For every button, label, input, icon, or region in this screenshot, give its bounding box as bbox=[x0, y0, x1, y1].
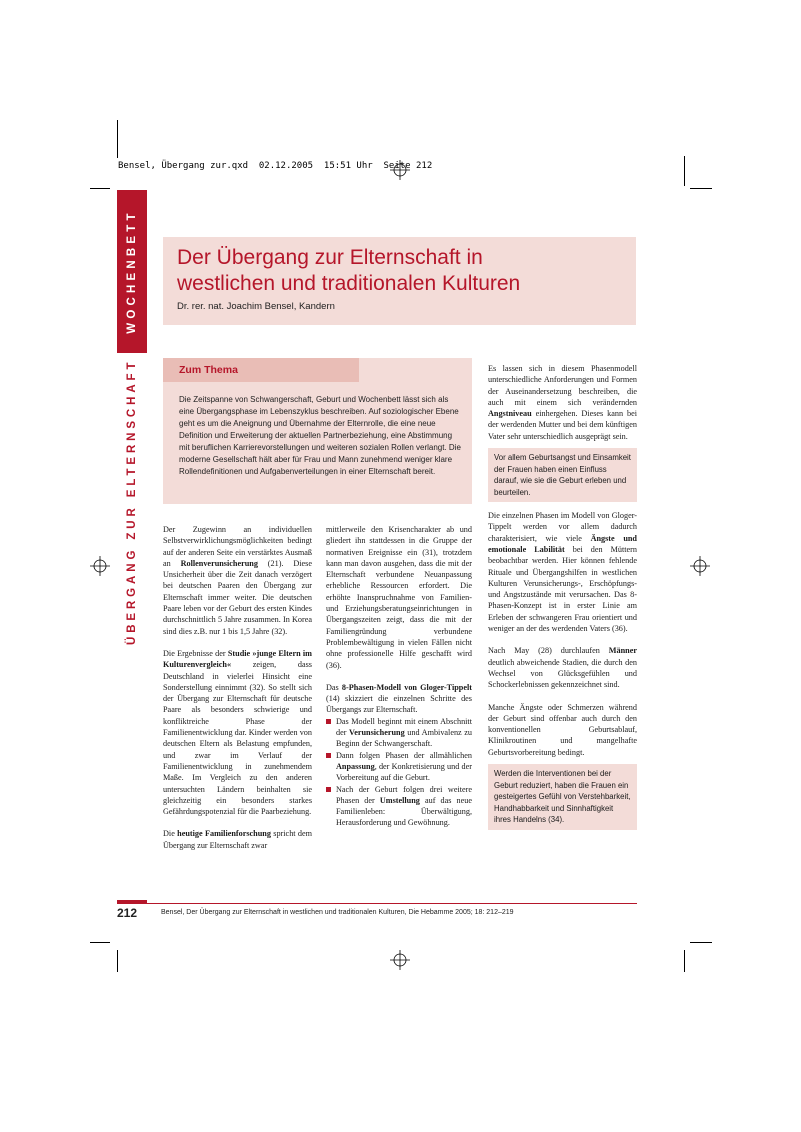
section-band bbox=[117, 190, 147, 353]
registration-mark-right bbox=[690, 556, 710, 576]
paragraph: Die heutige Familienforschung spricht dem Übergang zur Elternschaft zwar bbox=[163, 829, 312, 850]
title-line-1: Der Übergang zur Elternschaft in bbox=[177, 246, 483, 269]
list-item: Dann folgen Phasen der allmählichen Anpassung, der Konkretisierung und der Vorbereitung auf die Geburt. bbox=[326, 750, 472, 784]
title-line-2: westlichen und traditionalen Kulturen bbox=[177, 272, 521, 295]
topic-side-label bbox=[117, 358, 147, 645]
paragraph: Manche Ängste oder Schmerzen während der Geburt sind offenbar auch durch den konventionellen Geburtsablauf, Klinikroutinen und mangelhafte Geburtsvorbereitung bedingt. bbox=[488, 702, 637, 757]
registration-mark-bottom bbox=[390, 950, 410, 970]
citation-footer: Bensel, Der Übergang zur Elternschaft in westlichen und traditionalen Kulturen, Die Hebamme 2005; 18: 212–219 bbox=[161, 909, 514, 916]
list-item: Nach der Geburt folgen drei weitere Phasen der Umstellung auf das neue Familienleben: Überwältigung, Herausforderung und Gewöhnung. bbox=[326, 784, 472, 829]
paragraph: Die einzelnen Phasen im Modell von Gloger-Tippelt werden vor allem dadurch charakterisiert, wie viele Ängste und emotionale Labilität bei den Müttern beobachtbar werden. Hier können fehlende Rituale und Übergangshilfen in westlichen Kulturen Verunsicherungs-, Erschöpfungs- und Angstzustände mit verursachen. Das 8-Phasen-Konzept ist in erster Linie am Erleben der schwangeren Frau orientiert und weniger an der des werdenden Vaters (36). bbox=[488, 511, 638, 634]
registration-mark-left bbox=[90, 556, 110, 576]
paragraph: Der Zugewinn an individuellen Selbstverwirklichungsmöglichkeiten bedingt auf der anderen Seite ein verstärktes Ausmaß an Rollenverunsicherung (21). Diese Unsicherheit über die Zeit danach verzögert bei deutschen Paaren den Übergang zur Elternschaft immer weiter. Die deutschen Paare leben vor der Geburt des ersten Kindes durchschnittlich 5 Jahre zusammen. In Korea sind dies z.B. nur 1 bis 1,5 Jahre (32). bbox=[163, 525, 312, 636]
page-number: 212 bbox=[117, 906, 138, 920]
body-column-1 bbox=[163, 524, 312, 862]
paragraph: Die Ergebnisse der Studie »junge Eltern im Kulturenvergleich« zeigen, dass Deutschland in vielerlei Hinsicht eine Sonderstellung einnimmt (32). So stellt sich der Übergang zur Elternschaft für deutsche Paare als besonders schwierige und konfliktreiche Phase der Familienentwicklung dar. Kinder werden von deutschen Eltern als Belastung empfunden, und zwar im Verlauf der Familienentwicklung in zunehmendem Maße. Im Vergleich zu den anderen untersuchten Ländern beinhalten sie gleichzeitig ein besonders starkes Gefährdungspotenzial für die Paarbeziehung. bbox=[163, 648, 312, 817]
topic-box-heading: Zum Thema bbox=[179, 364, 238, 376]
article-header bbox=[163, 237, 636, 325]
pull-quote: Vor allem Geburtsangst und Einsamkeit der Frauen haben einen Einfluss darauf, wie sie die Geburt erleben und beurteilen. bbox=[488, 448, 637, 502]
file-slug: Bensel, Übergang zur.qxd 02.12.2005 15:51 Uhr Seite 212 bbox=[118, 161, 433, 171]
phase-list bbox=[326, 716, 472, 829]
list-item: Das Modell beginnt mit einem Abschnitt der Verunsicherung und Ambivalenz zu Beginn der Schwangerschaft. bbox=[326, 716, 472, 750]
paragraph: Nach May (28) durchlaufen Männer deutlich abweichende Stadien, die durch den Wechsel von Glücksgefühlen und Schockerlebnissen gekennzeichnet sind. bbox=[488, 646, 637, 690]
bullet-square-icon bbox=[326, 753, 331, 758]
topic-box bbox=[163, 358, 472, 504]
bullet-square-icon bbox=[326, 719, 331, 724]
section-band-label: WOCHENBETT bbox=[126, 209, 138, 334]
bullet-square-icon bbox=[326, 787, 331, 792]
topic-side-label-text: ÜBERGANG ZUR ELTERNSCHAFT bbox=[126, 358, 138, 645]
pull-quote: Werden die Interventionen bei der Geburt reduziert, haben die Frauen ein gesteigertes Gefühl von Verstehbarkeit, Handhabbarkeit und Sinnhaftigkeit ihres Handelns (34). bbox=[488, 764, 637, 830]
paragraph: Das 8-Phasen-Modell von Gloger-Tippelt (14) skizziert die einzelnen Schritte des Übergangs zur Elternschaft. bbox=[326, 682, 472, 715]
paragraph: Es lassen sich in diesem Phasenmodell unterschiedliche Anforderungen und Formen der Auseinandersetzung beschreiben, die auch mit einem sich verändernden Angstniveau einhergehen. Dieses kann bei der werdenden Mutter und bei dem künftigen Vater sehr unterschiedlich ausgeprägt sein. bbox=[488, 364, 637, 441]
article-title bbox=[177, 245, 617, 297]
paragraph: mittlerweile den Krisencharakter ab und gliedert ihn stattdessen in die Gruppe der normativen Ereignisse ein (31), trotzdem kann man davon ausgehen, dass die mit der Elternschaft verbundene Neuanpassung erhebliche Ressourcen erfordert. Die erhöhte Inanspruchnahme von Familien- und Erziehungsberatungseinrichtungen in Übergangszeiten zeigt, dass die mit der Familiengründung verbundene Problembewältigung in vielen Fällen nicht ohne professionelle Hilfe geschafft wird (36). bbox=[326, 525, 472, 670]
body-column-2 bbox=[326, 524, 472, 829]
footer-rule bbox=[117, 903, 637, 904]
article-author: Dr. rer. nat. Joachim Bensel, Kandern bbox=[177, 301, 335, 312]
body-column-3 bbox=[488, 363, 637, 838]
topic-box-text: Die Zeitspanne von Schwangerschaft, Geburt und Wochenbett lässt sich als eine Übergangsphase im Lebenszyklus beschreiben. Auf soziologischer Ebene geht es um die Aneignung und Übernahme der Elternrolle, die eine neue Definition und Erweiterung der aktuellen Partnerbeziehung, eine Abstimmung mit beruflichen Karrierevorstellungen und weiteren sozialen Rollen verlangt. Die moderne Gesellschaft hält aber für Frau und Mann zunehmend weniger klare Rollendefinitionen und Aufgabenverteilungen in einer Elternschaft bereit. bbox=[179, 395, 461, 476]
